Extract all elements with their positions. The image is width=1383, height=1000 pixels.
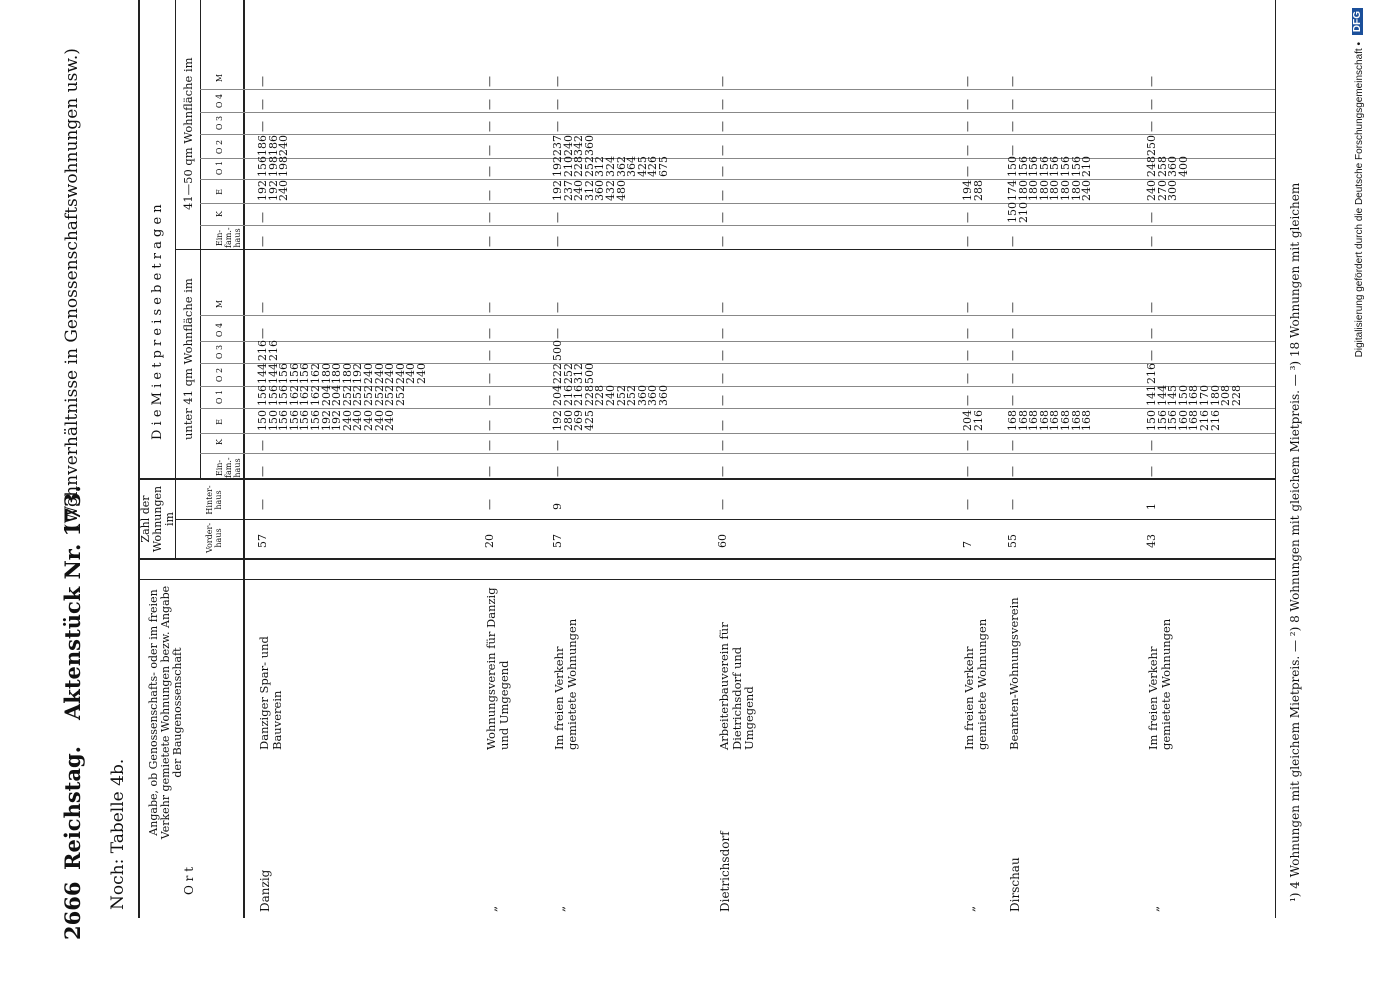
document-title: Aktenstück Nr. 173. — [60, 485, 85, 720]
price-cell-unter41: — — [1006, 466, 1019, 477]
price-cell-unter41: 500 — [551, 340, 564, 361]
price-cell-41-50: — — [1006, 76, 1019, 87]
price-cell-41-50: — — [256, 236, 269, 247]
price-cell-unter41: — — [256, 302, 269, 313]
col-rule-zahl — [138, 558, 1275, 560]
price-cell-unter41: — — [483, 328, 496, 339]
price-cell-41-50: 186 186 240 — [256, 135, 291, 156]
price-cell-unter41: — — [1145, 440, 1158, 451]
price-cell-unter41: — — [1006, 350, 1019, 361]
price-cell-unter41: — — [961, 466, 974, 477]
price-cell-41-50: — — [961, 212, 974, 223]
price-cell-unter41: — — [1145, 466, 1158, 477]
subcol-rule — [200, 158, 1275, 159]
price-cell-unter41: 150 150 156 156 156 156 192 192 240 240 240 240 240 — [256, 410, 397, 431]
row-angabe: Wohnungsverein für Danzig und Umgegend — [484, 587, 511, 750]
price-cell-41-50: — — [483, 76, 496, 87]
unter41-header: unter 41 qm Wohnfläche im — [181, 278, 195, 440]
subcol-rule — [200, 89, 1275, 90]
price-cell-41-50: — — [1145, 236, 1158, 247]
row-angabe: Beamten-Wohnungsverein — [1007, 597, 1021, 750]
footnotes: ¹) 4 Wohnungen mit gleichem Mietpreis. — ²) 8 Wohnungen mit gleichem Mietpreis. — ³) 18 Wohnungen mit gleichem — [1288, 182, 1302, 902]
row-angabe: Im freien Verkehr gemietete Wohnungen — [1146, 618, 1173, 750]
price-cell-41-50: — — [961, 145, 974, 156]
price-cell-41-50: — — [716, 76, 729, 87]
price-cell-41-50: — — [483, 212, 496, 223]
price-cell-unter41: — — [716, 395, 729, 406]
price-cell-unter41: — — [551, 302, 564, 313]
subcol-header: O 3 — [215, 115, 224, 131]
subcol-header: Ein-fam.-haus — [215, 457, 242, 478]
row-hinterhaus: — — [483, 499, 496, 510]
price-cell-41-50: — — [483, 190, 496, 201]
subcol-header: M — [215, 73, 224, 83]
price-cell-41-50: — — [483, 145, 496, 156]
price-cell-41-50: — — [1145, 121, 1158, 132]
col-rule-vorder-hinter — [175, 519, 1275, 520]
col-rule-angabe — [138, 579, 1275, 580]
price-cell-unter41: — — [1006, 440, 1019, 451]
header-bottom-rule — [243, 0, 245, 918]
subcol-rule — [200, 453, 1275, 454]
price-cell-unter41: 156 156 156 162 162 162 204 204 252 252 252 252 252 252 — [256, 385, 407, 406]
price-cell-unter41: — — [483, 395, 496, 406]
price-cell-41-50: — — [551, 99, 564, 110]
subcol-rule — [200, 112, 1275, 113]
price-cell-41-50: 192 210 228 252 312 324 362 364 425 426 675 — [551, 156, 670, 177]
subcol-header: E — [215, 419, 224, 425]
price-cell-unter41: 222 252 312 500 — [551, 363, 596, 384]
price-cell-41-50: — — [1006, 121, 1019, 132]
subcol-header: O 2 — [215, 139, 224, 155]
price-cell-unter41: — — [256, 466, 269, 477]
price-cell-unter41: — — [256, 440, 269, 451]
price-cell-unter41: 204 216 — [961, 410, 985, 431]
subcol-header: M — [215, 299, 224, 309]
row-angabe: Danziger Spar- und Bauverein — [257, 636, 284, 750]
price-cell-41-50: — — [716, 166, 729, 177]
price-cell-41-50: 237 240 342 360 — [551, 135, 596, 156]
subcol-header: O 1 — [215, 389, 224, 405]
row-hinterhaus: 1 — [1145, 503, 1158, 510]
price-cell-41-50: — — [483, 166, 496, 177]
price-cell-unter41: — — [483, 350, 496, 361]
row-ort: „ — [963, 905, 977, 912]
price-cell-unter41: 168 168 168 168 168 168 168 168 — [1006, 410, 1094, 431]
price-cell-41-50: 150 210 — [1006, 202, 1030, 223]
price-cell-unter41: — — [551, 328, 564, 339]
price-cell-unter41: — — [716, 328, 729, 339]
table-bottom-rule — [1275, 0, 1276, 918]
subcol-rule — [200, 433, 1275, 434]
price-cell-41-50: — — [483, 236, 496, 247]
subcol-header: K — [215, 211, 224, 217]
price-cell-41-50: — — [256, 121, 269, 132]
row-ort: Dietrichsdorf — [718, 831, 732, 912]
price-cell-41-50: — — [256, 212, 269, 223]
row-vorderhaus: 55 — [1006, 534, 1019, 548]
price-cell-41-50: — — [961, 236, 974, 247]
price-cell-41-50: — — [551, 76, 564, 87]
row-hinterhaus: — — [716, 499, 729, 510]
price-cell-41-50: — — [1145, 76, 1158, 87]
price-cell-41-50: — — [256, 99, 269, 110]
price-cell-41-50: — — [1006, 145, 1019, 156]
page-number: 2666 — [60, 881, 85, 940]
price-cell-unter41: — — [483, 302, 496, 313]
col-rule-mietpreise — [138, 478, 1275, 480]
price-cell-41-50: — — [551, 236, 564, 247]
price-cell-41-50: — — [716, 212, 729, 223]
price-cell-41-50: — — [483, 121, 496, 132]
price-cell-unter41: 144 144 156 156 156 162 180 180 180 192 240 240 240 240 240 240 — [256, 363, 428, 384]
price-cell-41-50: — — [256, 76, 269, 87]
price-cell-41-50: 156 198 198 — [256, 156, 291, 177]
subcol-header: Ein-fam.-haus — [215, 227, 242, 248]
subcol-header: O 4 — [215, 93, 224, 109]
dfg-logo: DFG — [1352, 8, 1363, 35]
row-vorderhaus: 60 — [716, 534, 729, 548]
price-cell-unter41: — — [1006, 328, 1019, 339]
subcol-header: O 2 — [215, 367, 224, 383]
row-vorderhaus: 7 — [961, 541, 974, 548]
price-cell-unter41: — — [716, 420, 729, 431]
angabe-header: Angabe, ob Genossenschafts- oder im freien Verkehr gemietete Wohnungen bezw. Angabe der Baugenossenschaft — [147, 585, 184, 840]
col-rule-41-50 — [175, 249, 1275, 250]
price-cell-41-50: 194 288 — [961, 180, 985, 201]
row-ort: „ — [553, 905, 567, 912]
price-cell-41-50: 248 258 360 400 — [1145, 156, 1190, 177]
price-cell-41-50: 240 270 300 — [1145, 180, 1180, 201]
document-subtitle: (Wohnverhältnisse in Genossenschaftswohnungen usw.) — [62, 48, 82, 530]
table-label: Noch: Tabelle 4b. — [108, 758, 128, 910]
row-vorderhaus: 43 — [1145, 534, 1158, 548]
price-cell-unter41: — — [961, 395, 974, 406]
price-cell-unter41: — — [1145, 350, 1158, 361]
subcol-header: O 1 — [215, 160, 224, 176]
row-vorderhaus: 57 — [256, 534, 269, 548]
price-cell-unter41: — — [551, 466, 564, 477]
price-cell-41-50: 150 156 156 156 156 156 156 210 — [1006, 156, 1094, 177]
price-cell-unter41: — — [961, 350, 974, 361]
price-cell-41-50: — — [961, 99, 974, 110]
price-cell-unter41: — — [961, 440, 974, 451]
price-cell-unter41: 141 144 145 150 168 170 180 208 228 — [1145, 385, 1243, 406]
row-angabe: Arbeiterbauverein für Dietrichsdorf und Umgegend — [717, 622, 756, 750]
subcol-header: E — [215, 189, 224, 195]
subcol-rule — [200, 315, 1275, 316]
price-cell-unter41: — — [483, 420, 496, 431]
subcol-rule — [200, 179, 1275, 180]
price-cell-41-50: — — [961, 121, 974, 132]
row-angabe: Im freien Verkehr gemietete Wohnungen — [552, 618, 579, 750]
price-cell-unter41: — — [716, 373, 729, 384]
row-ort: Dirschau — [1008, 857, 1022, 912]
price-cell-41-50: 250 — [1145, 135, 1158, 156]
price-cell-41-50: 192 192 240 — [256, 180, 291, 201]
row-hinterhaus: — — [1006, 499, 1019, 510]
row-angabe: Im freien Verkehr gemietete Wohnungen — [962, 618, 989, 750]
price-cell-41-50: — — [961, 166, 974, 177]
price-cell-unter41: — — [961, 373, 974, 384]
price-cell-unter41: — — [716, 466, 729, 477]
row-ort: Danzig — [258, 869, 272, 912]
price-cell-41-50: — — [716, 121, 729, 132]
subcol-rule — [200, 203, 1275, 204]
price-cell-unter41: — — [1145, 328, 1158, 339]
price-cell-41-50: — — [716, 190, 729, 201]
row-hinterhaus: 9 — [551, 503, 564, 510]
price-cell-unter41: 216 216 — [256, 340, 280, 361]
price-cell-41-50: 174 180 180 180 180 180 180 240 — [1006, 180, 1094, 201]
price-cell-41-50: — — [1006, 99, 1019, 110]
zahl-header: Zahl der Wohnungen im — [139, 485, 176, 553]
row-ort: „ — [1147, 905, 1161, 912]
credit-text: Digitalisierung gefördert durch die Deutsche Forschungsgemeinschaft • — [1354, 42, 1365, 358]
row-hinterhaus: — — [961, 499, 974, 510]
subcol-rule — [200, 134, 1275, 135]
price-cell-41-50: — — [716, 145, 729, 156]
subcol-header: O 4 — [215, 322, 224, 338]
price-cell-unter41: 216 — [1145, 363, 1158, 384]
price-cell-41-50: — — [1145, 99, 1158, 110]
price-cell-unter41: — — [961, 328, 974, 339]
price-cell-unter41: — — [961, 302, 974, 313]
price-cell-41-50: — — [1145, 212, 1158, 223]
price-cell-unter41: — — [1006, 395, 1019, 406]
price-cell-41-50: 192 237 240 312 360 432 480 — [551, 180, 628, 201]
price-cell-41-50: — — [483, 99, 496, 110]
price-cell-unter41: 192 280 269 425 — [551, 410, 596, 431]
price-cell-unter41: — — [483, 466, 496, 477]
price-cell-41-50: — — [551, 212, 564, 223]
price-cell-41-50: — — [551, 121, 564, 132]
credit-strip — [1340, 0, 1380, 1000]
header-mid-rule — [175, 0, 176, 558]
price-cell-41-50: — — [716, 236, 729, 247]
price-cell-unter41: 150 156 156 160 168 216 216 — [1145, 410, 1222, 431]
price-cell-unter41: — — [483, 440, 496, 451]
price-cell-41-50: — — [1006, 236, 1019, 247]
price-cell-unter41: — — [716, 302, 729, 313]
price-cell-unter41: 204 216 216 228 228 240 252 252 360 360 360 — [551, 385, 670, 406]
subcol-header: K — [215, 439, 224, 445]
subcol-header: O 3 — [215, 344, 224, 360]
price-cell-unter41: — — [256, 328, 269, 339]
hinterhaus-header: Hinter-haus — [205, 485, 223, 515]
subcol-rule — [200, 408, 1275, 409]
price-cell-41-50: — — [716, 99, 729, 110]
row-ort: „ — [485, 905, 499, 912]
price-cell-unter41: — — [551, 440, 564, 451]
price-cell-unter41: — — [716, 440, 729, 451]
subcol-rule — [200, 341, 1275, 342]
ort-header: O r t — [182, 866, 196, 895]
price-cell-41-50: — — [961, 76, 974, 87]
mietpreise-header: D i e M i e t p r e i s e b e t r a g e n — [150, 204, 165, 440]
group41-50-header: 41—50 qm Wohnfläche im — [181, 57, 195, 210]
price-cell-unter41: — — [1006, 302, 1019, 313]
row-vorderhaus: 57 — [551, 534, 564, 548]
price-cell-unter41: — — [1006, 373, 1019, 384]
table-top-rule — [138, 0, 140, 918]
price-cell-unter41: — — [483, 373, 496, 384]
subcol-rule — [200, 225, 1275, 226]
vorderhaus-header: Vorder-haus — [205, 522, 223, 554]
price-cell-unter41: — — [716, 350, 729, 361]
price-cell-unter41: — — [1145, 302, 1158, 313]
row-hinterhaus: — — [256, 499, 269, 510]
publisher: Reichstag. — [60, 746, 85, 870]
row-vorderhaus: 20 — [483, 534, 496, 548]
